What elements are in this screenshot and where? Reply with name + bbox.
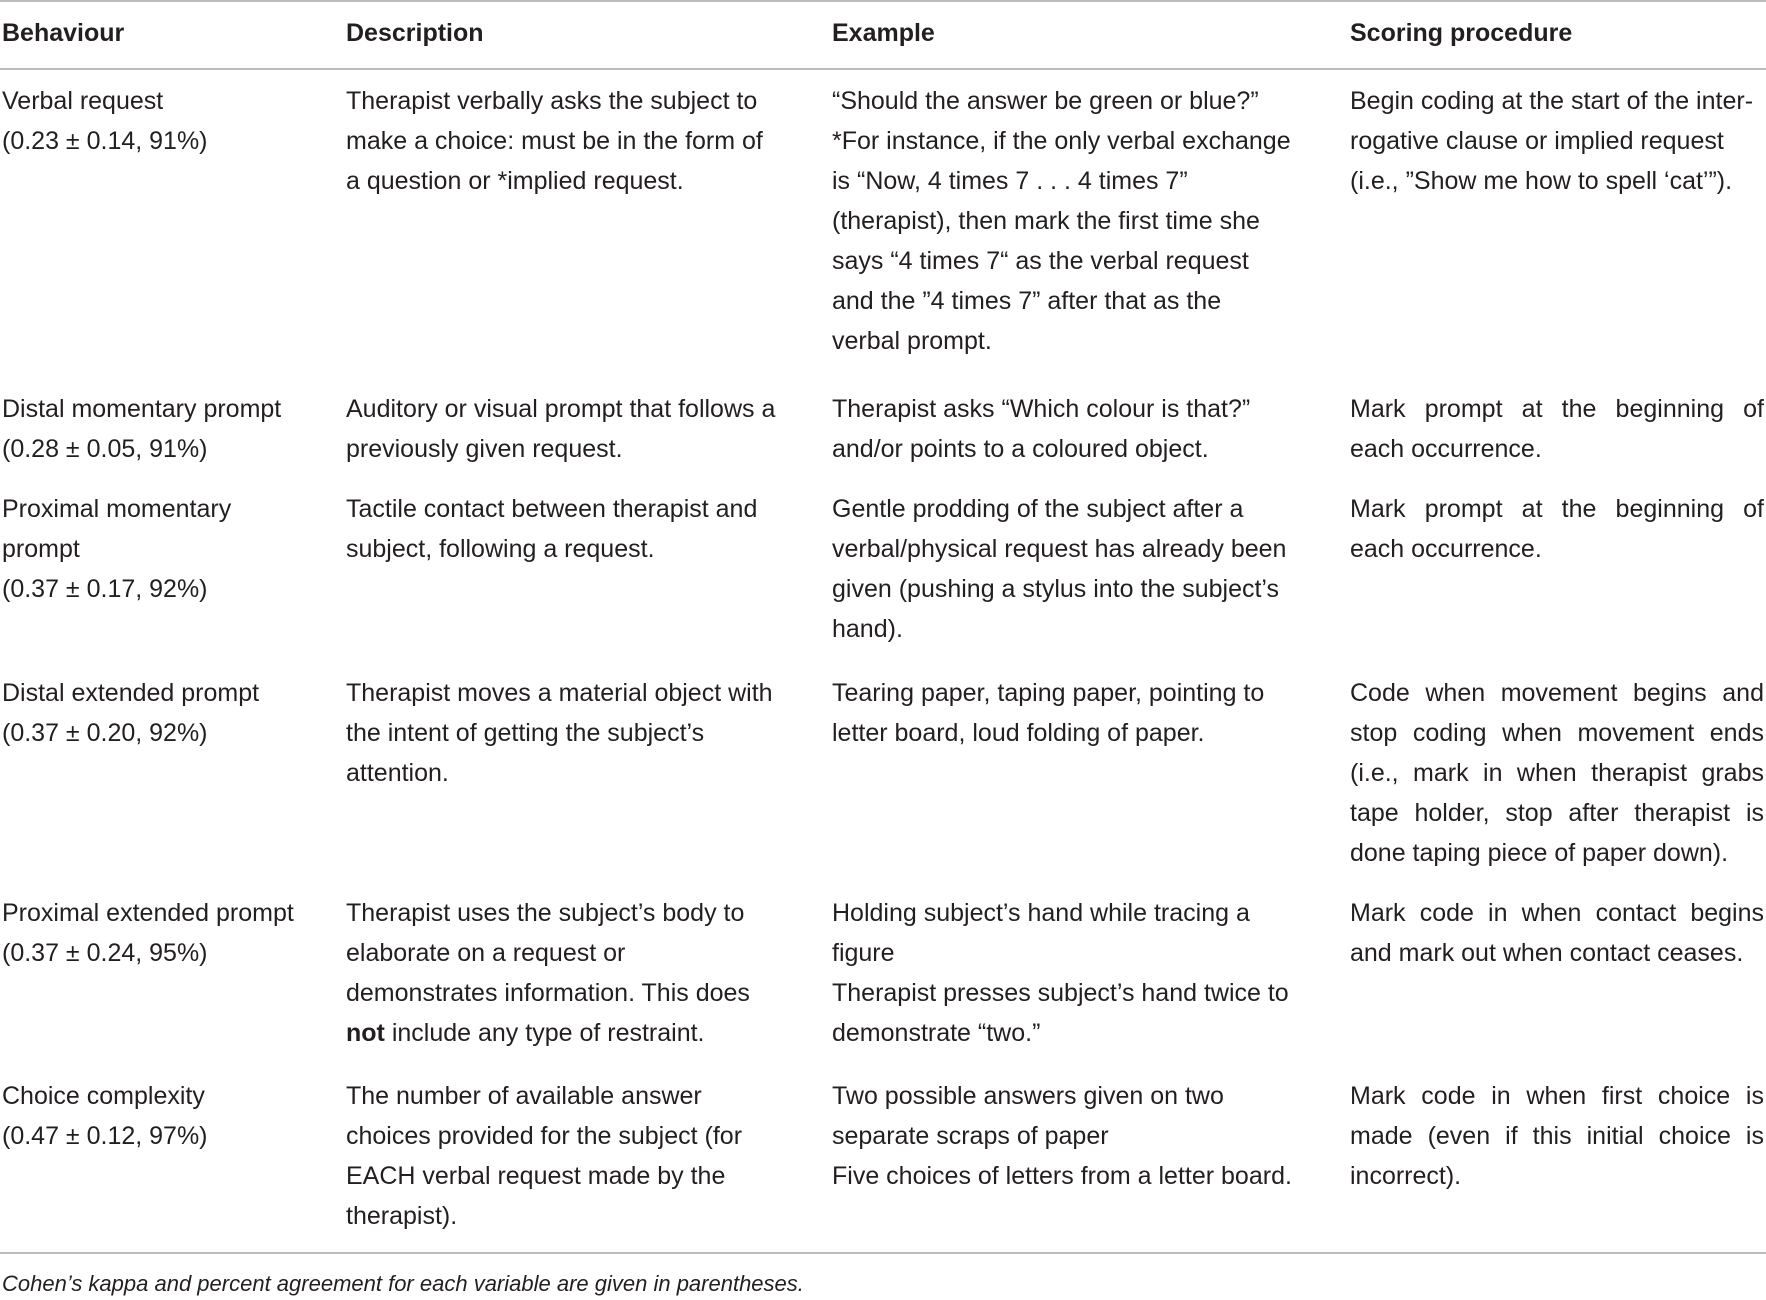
row-verbal-request-description: Therapist verbally asks the subject to make a choice: must be in the form of a question or *implied request. — [346, 87, 763, 195]
row-distal-extended-description: Therapist moves a material object with the intent of getting the subject’s attention. — [346, 679, 773, 787]
table-top-rule — [0, 0, 1766, 2]
table-footnote: Cohen’s kappa and percent agreement for each variable are given in parentheses. — [2, 1271, 804, 1296]
row-choice-complexity-behaviour: Choice complexity (0.47 ± 0.12, 97%) — [2, 1082, 208, 1150]
table-bottom-rule — [0, 1252, 1766, 1254]
row-proximal-extended-scoring: Mark code in when contact begins and mark out when contact ceases. — [1350, 899, 1764, 967]
row-proximal-momentary-description: Tactile contact between therapist and subject, following a request. — [346, 495, 758, 563]
row-distal-momentary-description: Auditory or visual prompt that follows a previously given request. — [346, 395, 776, 463]
row-proximal-momentary-scoring: Mark prompt at the beginning of each occurrence. — [1350, 495, 1764, 563]
row-distal-momentary-behaviour: Distal momentary prompt (0.28 ± 0.05, 91%) — [2, 395, 282, 463]
row-verbal-request-behaviour: Verbal request (0.23 ± 0.14, 91%) — [2, 87, 208, 155]
row-distal-extended-behaviour: Distal extended prompt (0.37 ± 0.20, 92%) — [2, 679, 260, 747]
row-distal-extended-scoring: Code when movement begins and stop coding when movement ends (i.e., mark in when therapist grabs tape holder, stop after therapist is done taping piece of paper down). — [1350, 679, 1764, 867]
header-rule — [0, 68, 1766, 70]
row-distal-extended-example: Tearing paper, taping paper, pointing to letter board, loud folding of paper. — [832, 679, 1265, 747]
header-example: Example — [832, 19, 935, 47]
row-proximal-extended-example: Holding subject’s hand while tracing a figure Therapist presses subject’s hand twice to demonstrate “two.” — [832, 899, 1289, 1047]
row-verbal-request-scoring: Begin coding at the start of the inter- rogative clause or implied request (i.e., ”Show me how to spell ‘cat’”). — [1350, 87, 1754, 195]
row-distal-momentary-scoring: Mark prompt at the beginning of each occurrence. — [1350, 395, 1764, 463]
row-choice-complexity-scoring: Mark code in when first choice is made (even if this initial choice is incorrect). — [1350, 1082, 1764, 1190]
row-proximal-momentary-example: Gentle prodding of the subject after a verbal/physical request has already been given (pushing a stylus into the subject’s hand). — [832, 495, 1287, 643]
header-behaviour: Behaviour — [2, 19, 125, 47]
row-distal-momentary-example: Therapist asks “Which colour is that?” and/or points to a coloured object. — [832, 395, 1251, 463]
emphasis-not: not — [346, 1019, 385, 1047]
row-proximal-extended-description: Therapist uses the subject’s body to elaborate on a request or demonstrates information. This does not include any type of restraint. — [346, 899, 750, 1047]
header-description: Description — [346, 19, 484, 47]
row-verbal-request-example: “Should the answer be green or blue?” *For instance, if the only verbal exchange is “Now, 4 times 7 . . . 4 times 7” (therapist), then mark the first time she says “4 times 7“ as the verbal request and the ”4 times 7” after that as the verbal prompt. — [832, 87, 1291, 355]
header-scoring-procedure: Scoring procedure — [1350, 19, 1573, 47]
row-choice-complexity-example: Two possible answers given on two separate scraps of paper Five choices of letters from a letter board. — [832, 1082, 1292, 1190]
row-choice-complexity-description: The number of available answer choices provided for the subject (for EACH verbal request made by the therapist). — [346, 1082, 743, 1230]
row-proximal-momentary-behaviour: Proximal momentary prompt (0.37 ± 0.17, 92%) — [2, 495, 232, 603]
row-proximal-extended-behaviour: Proximal extended prompt (0.37 ± 0.24, 95%) — [2, 899, 294, 967]
